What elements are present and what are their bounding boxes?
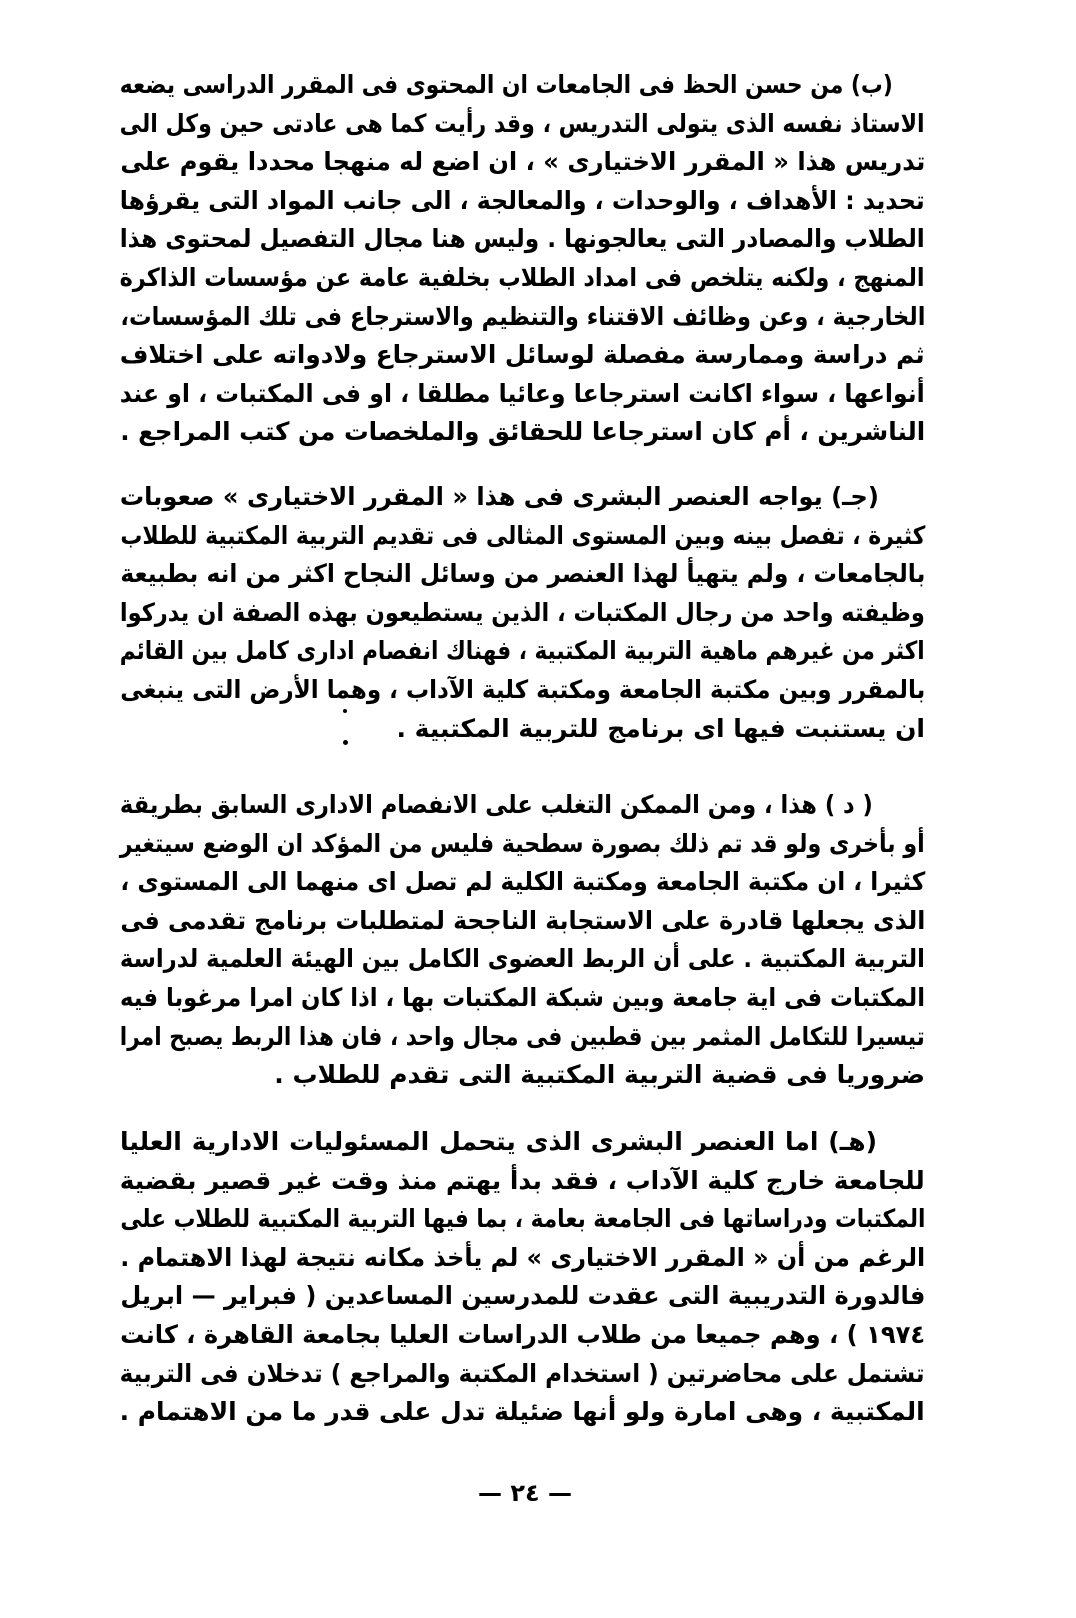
line-text: المنهج ، ولكنه يتلخص فى امداد الطلاب بخلفية عامة عن مؤسسات الذاكرة — [120, 262, 925, 292]
text-line — [120, 1277, 925, 1316]
text-line — [120, 825, 925, 864]
line-text: الذى يجعلها قادرة على الاستجابة الناجحة لمتطلبات برنامج تقدمى فى — [120, 905, 925, 935]
line-text: بالجامعات ، ولم يتهيأ لهذا العنصر من وسائل النجاح اكثر من انه بطبيعة — [120, 559, 925, 589]
text-line — [120, 336, 925, 375]
text-line — [120, 259, 925, 298]
text-line — [120, 413, 925, 452]
line-text: الرغم من أن « المقرر الاختيارى » لم يأخذ مكانه نتيجة لهذا الاهتمام . — [120, 1242, 925, 1272]
text-line — [120, 555, 925, 594]
text-line — [120, 1393, 925, 1432]
line-text: ثم دراسة وممارسة مفصلة لوسائل الاسترجاع ولادواته على اختلاف — [120, 340, 925, 370]
text-line — [120, 632, 925, 671]
line-text: اكثر من غيرهم ماهية التربية المكتبية ، فهناك انفصام ادارى كامل بين القائم — [120, 636, 925, 666]
line-text: الاستاذ نفسه الذى يتولى التدريس ، وقد رأيت كما هى عادتى حين وكل الى — [120, 108, 925, 138]
text-line — [120, 594, 925, 633]
line-text: (هـ) اما العنصر البشرى الذى يتحمل المسئوليات الادارية العليا — [120, 1127, 877, 1156]
text-line — [120, 1056, 925, 1095]
line-text: (جـ) يواجه العنصر البشرى فى هذا « المقرر الاختيارى » صعوبات — [120, 482, 879, 511]
text-line — [120, 1018, 925, 1057]
text-line — [120, 517, 925, 556]
text-line — [120, 1200, 925, 1239]
line-text: تدريس هذا « المقرر الاختيارى » ، ان اضع له منهجا محددا يقوم على — [120, 147, 925, 177]
line-text: ١٩٧٤ ) ، وهم جميعا من طلاب الدراسات العليا بجامعة القاهرة ، كانت — [120, 1319, 925, 1349]
text-line — [120, 979, 925, 1018]
paragraph-heh — [120, 1123, 925, 1432]
text-line — [120, 1239, 925, 1278]
text-line — [120, 710, 925, 749]
text-line — [120, 220, 925, 259]
line-text: وظيفته واحد من رجال المكتبات ، الذين يستطيعون بهذه الصفة ان يدركوا — [120, 597, 925, 627]
line-text: الناشرين ، أم كان استرجاعا للحقائق والملخصات من كتب المراجع . — [120, 417, 925, 447]
line-text: فالدورة التدريبية التى عقدت للمدرسين المساعدين ( فبراير — ابريل — [120, 1281, 925, 1311]
scan-speck — [343, 709, 347, 713]
line-text: أو بأخرى ولو قد تم ذلك بصورة سطحية فليس من المؤكد ان الوضع سيتغير — [120, 828, 925, 858]
line-text: التربية المكتبية . على أن الربط العضوى الكامل بين الهيئة العلمية لدراسة — [120, 944, 925, 974]
paragraph-dal — [120, 786, 925, 1095]
page-number: — ٢٤ — — [477, 1479, 572, 1507]
text-line — [120, 375, 925, 414]
scan-speck — [343, 740, 348, 745]
text-line — [120, 143, 925, 182]
line-text: كثيرة ، تفصل بينه وبين المستوى المثالى فى تقديم التربية المكتبية للطلاب — [120, 520, 925, 550]
line-text: أنواعها ، سواء اكانت استرجاعا وعائيا مطلقا ، او فى المكتبات ، او عند — [120, 378, 925, 408]
text-line — [120, 478, 925, 517]
text-line — [120, 1123, 925, 1162]
text-line — [120, 1355, 925, 1394]
text-line — [120, 1316, 925, 1355]
line-text: الخارجية ، وعن وظائف الاقتناء والتنظيم والاسترجاع فى تلك المؤسسات، — [120, 301, 925, 331]
line-text: الطلاب والمصادر التى يعالجونها . وليس هنا مجال التفصيل لمحتوى هذا — [120, 224, 925, 254]
line-text: تحديد : الأهداف ، والوحدات ، والمعالجة ، الى جانب المواد التى يقرؤها — [120, 185, 925, 215]
text-line — [120, 786, 925, 825]
line-text: للجامعة خارج كلية الآداب ، فقد بدأ يهتم منذ وقت غير قصير بقضية — [120, 1165, 925, 1195]
paragraph-b — [120, 66, 925, 452]
text-line — [120, 66, 925, 105]
line-text: ضروريا فى قضية التربية المكتبية التى تقدم للطلاب . — [274, 1060, 925, 1090]
line-text: بالمقرر وبين مكتبة الجامعة ومكتبة كلية الآداب ، وهما الأرض التى ينبغى — [120, 674, 925, 704]
text-line — [120, 105, 925, 144]
line-text: ان يستنبت فيها اى برنامج للتربية المكتبية . — [396, 713, 925, 743]
text-line — [120, 863, 925, 902]
line-text: المكتبات ودراساتها فى الجامعة بعامة ، بما فيها التربية المكتبية للطلاب على — [120, 1204, 925, 1234]
text-line — [120, 1162, 925, 1201]
line-text: (ب) من حسن الحظ فى الجامعات ان المحتوى فى المقرر الدراسى يضعه — [120, 70, 893, 99]
paragraph-jeem — [120, 478, 925, 748]
line-text: المكتبية ، وهى امارة ولو أنها ضئيلة تدل على قدر ما من الاهتمام . — [120, 1397, 925, 1427]
text-line — [120, 902, 925, 941]
line-text: كثيرا ، ان مكتبة الجامعة ومكتبة الكلية لم تصل اى منهما الى المستوى ، — [120, 867, 925, 897]
text-line — [120, 182, 925, 221]
text-line — [120, 671, 925, 710]
line-text: المكتبات فى اية جامعة وبين شبكة المكتبات بها ، اذا كان امرا مرغوبا فيه — [120, 982, 925, 1012]
line-text: ( د ) هذا ، ومن الممكن التغلب على الانفصام الادارى السابق بطريقة — [120, 790, 873, 819]
line-text: تيسيرا للتكامل المثمر بين قطبين فى مجال واحد ، فان هذا الربط يصبح امرا — [120, 1021, 925, 1051]
text-line — [120, 940, 925, 979]
text-line — [120, 298, 925, 337]
line-text: تشتمل على محاضرتين ( استخدام المكتبة والمراجع ) تدخلان فى التربية — [120, 1358, 925, 1388]
